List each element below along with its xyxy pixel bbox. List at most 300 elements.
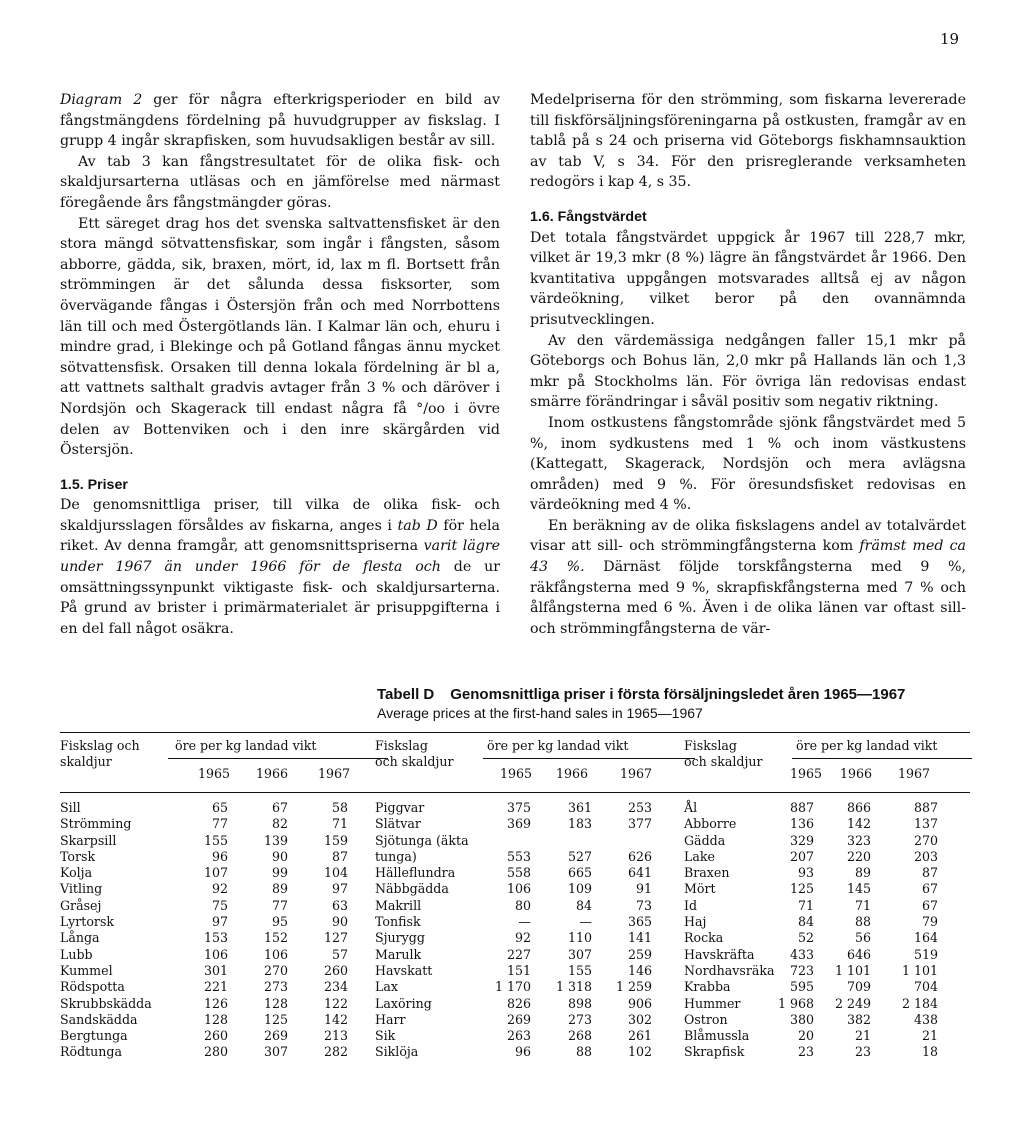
table-row [375,833,675,849]
price-cell: 221 [203,979,228,995]
price-cell: 146 [627,962,652,978]
price-cell: 301 [203,962,228,978]
species-cell: Nordhavsräka [684,962,775,978]
species-cell: Mört [684,881,716,897]
paragraph-tab3: Av tab 3 kan fångstresultatet för de olika fisk- och skaldjursarterna utläsas och en jämförelse med närmast föregående års fångstmängder göras. [60,153,500,211]
price-cell: 253 [627,800,652,815]
year-column-header: 1965 [499,766,532,781]
species-cell: Torsk [60,848,96,864]
price-cell: 20 [797,1028,814,1044]
header-divider [792,758,972,759]
species-cell: Id [684,897,698,913]
species-header-line: skaldjur [60,754,112,769]
price-cell: 159 [323,832,348,848]
section-heading-fangstvardet [530,207,966,228]
species-cell: Kummel [60,962,113,978]
table-row [375,930,675,946]
table-row [684,833,984,849]
year-column-header: 1966 [255,766,288,781]
species-header-line: och skaldjur [684,754,763,769]
species-column-header [375,738,453,770]
species-cell: Strömming [60,816,132,832]
price-cell: 104 [323,865,348,881]
unit-column-header: öre per kg landad vikt [175,738,317,753]
price-cell: — [518,914,531,930]
table-row [684,881,984,897]
species-cell: Sill [60,800,81,815]
table-title: Genomsnittliga priser i första försäljningsledet åren 1965—1967 [450,686,906,703]
section-number: 1.6. [530,208,554,225]
species-cell: Kolja [60,865,93,881]
header-divider [168,758,388,759]
table-row [375,1012,675,1028]
species-cell: Bergtunga [60,1028,128,1044]
price-cell: 87 [921,865,938,881]
table-row [60,1012,360,1028]
table-row [684,898,984,914]
price-cell: 268 [567,1028,592,1044]
price-cell: 365 [627,914,652,930]
price-cell: 1 968 [777,995,814,1011]
table-row [60,1028,360,1044]
species-header-line: och skaldjur [375,754,454,769]
price-cell: 139 [263,832,288,848]
price-cell: 377 [627,816,652,832]
price-cell: 527 [567,848,592,864]
table-row [60,849,360,865]
price-cell: 106 [506,881,531,897]
price-cell: 71 [797,897,814,913]
table-row [60,800,360,816]
species-cell: Lubb [60,946,93,962]
table-row [375,1028,675,1044]
price-cell: 220 [846,848,871,864]
price-cell: 73 [635,897,652,913]
price-cell: 260 [203,1028,228,1044]
species-cell: Abborre [684,816,737,832]
species-cell: Hälleflundra [375,865,456,881]
table-row [375,996,675,1012]
paragraph-total-value: Det totala fångstvärdet uppgick år 1967 till 228,7 mkr, vilket är 19,3 mkr (8 %) lägre än fångstvärdet år 1966. Den kvantitativa uppgången motsvarades alltså ej av någon värdeökning, vilket beror på den ovannämnda prisutvecklingen. [530,229,966,328]
table-row [60,963,360,979]
right-column [530,90,966,639]
table-group-header [684,738,984,796]
species-cell: Sjurygg [375,930,425,946]
price-cell: 52 [797,930,814,946]
price-cell: 273 [263,979,288,995]
price-cell: 329 [789,832,814,848]
price-cell: 1 101 [834,962,871,978]
paragraph-text: De genomsnittliga priser, till vilka de olika fisk- och skaldjursslagen försåldes av fiskarna, anges i [60,497,500,534]
table-row [684,816,984,832]
price-cell: 1 318 [555,979,592,995]
species-header-line: Fiskslag [684,738,737,753]
price-cell: 88 [575,1044,592,1060]
table-row [60,979,360,995]
table-row [60,996,360,1012]
species-cell: Gädda [684,832,726,848]
price-cell: 183 [567,816,592,832]
table-row [375,881,675,897]
table-row [60,833,360,849]
paragraph-prices [60,495,500,639]
species-cell: Skarpsill [60,832,117,848]
price-cell: 96 [514,1044,531,1060]
species-cell: Harr [375,1011,406,1027]
species-cell: Sandskädda [60,1011,138,1027]
price-cell: 92 [514,930,531,946]
table-group-header [60,738,360,796]
price-cell: 270 [263,962,288,978]
price-cell: 67 [271,800,288,815]
price-cell: 438 [913,1011,938,1027]
price-cell: 125 [263,1011,288,1027]
price-cell: 137 [913,816,938,832]
species-cell: Hummer [684,995,741,1011]
table-ref: tab D [397,517,438,534]
price-cell: 307 [263,1044,288,1060]
price-cell: 77 [271,897,288,913]
price-cell: 67 [921,881,938,897]
table-top-rule [60,732,970,733]
price-cell: 110 [567,930,592,946]
price-cell: 382 [846,1011,871,1027]
price-cell: 90 [271,848,288,864]
price-cell: 723 [789,962,814,978]
paragraph-text: de ur omsättningssynpunkt viktigaste fisk- och skaldjursarterna. På grund av brister i primärmaterialet är prisuppgifterna i en del fall något osäkra. [60,559,501,637]
price-cell: 77 [211,816,228,832]
table-row [375,947,675,963]
year-column-header: 1967 [897,766,930,781]
emphasis-text: varit lägre under 1967 än under 1966 för de flesta och [60,538,500,576]
price-cell: 595 [789,979,814,995]
price-cell: 269 [263,1028,288,1044]
price-cell: 558 [506,865,531,881]
paragraph-freshwater: Ett säreget drag hos det svenska saltvattensfisket är den stora mängd sötvattensfiskar, som ingår i fångsten, såsom abborre, gädda, sik, braxen, mört, id, lax m fl. Bortsett från strömmingen är det sålunda dessa fisksorter, som övervägande fångas i Östersjön från och med Norrbottens län till och med Östergötlands län. I Kalmar län och, ehuru i mindre grad, i Blekinge och på Gotland fångas ännu mycket sötvattensfisk. Orsaken till denna lokala fördelning är bl a, att vattnets salthalt gradvis avtager från 3 % och däröver i Nordsjön och Skagerack till endast några få °/oo i övre delen av Bottenviken och i den inre skärgården vid Östersjön. [60,215,500,459]
table-rows [684,800,984,1061]
price-cell: 109 [567,881,592,897]
table-row [375,963,675,979]
species-cell: Sjötunga (äkta [375,832,469,848]
price-cell: 89 [271,881,288,897]
table-row [684,996,984,1012]
species-cell: Rödtunga [60,1044,122,1060]
species-cell: Näbbgädda [375,881,449,897]
species-cell: Vitling [60,881,103,897]
price-cell: 128 [263,995,288,1011]
species-cell: Piggvar [375,800,425,815]
table-row [375,914,675,930]
price-cell: 84 [575,897,592,913]
price-cell: 87 [331,848,348,864]
price-cell: 106 [263,946,288,962]
species-cell: Gråsej [60,897,102,913]
year-column-header: 1967 [317,766,350,781]
price-cell: 263 [506,1028,531,1044]
section-title: Fångstvärdet [557,208,647,225]
diagram-ref: Diagram 2 [60,92,143,108]
price-cell: 375 [506,800,531,815]
price-cell: 1 259 [615,979,652,995]
price-cell: 2 249 [834,995,871,1011]
price-cell: 18 [921,1044,938,1060]
species-cell: Lax [375,979,398,995]
price-cell: 63 [331,897,348,913]
price-cell: 128 [203,1011,228,1027]
price-cell: 213 [323,1028,348,1044]
price-cell: 369 [506,816,531,832]
table-rows [375,800,675,1061]
section-title: Priser [87,476,128,493]
price-cell: — [579,914,592,930]
price-cell: 641 [627,865,652,881]
price-cell: 89 [854,865,871,881]
year-column-header: 1965 [789,766,822,781]
price-cell: 2 184 [901,995,938,1011]
price-cell: 107 [203,865,228,881]
table-row [60,930,360,946]
table-row [60,881,360,897]
price-cell: 21 [854,1028,871,1044]
species-cell: Lake [684,848,715,864]
price-cell: 142 [323,1011,348,1027]
price-cell: 136 [789,816,814,832]
species-cell: Ostron [684,1011,728,1027]
price-cell: 826 [506,995,531,1011]
species-cell: Långa [60,930,100,946]
table-row [375,898,675,914]
species-cell: Haj [684,914,707,930]
left-column [60,90,500,639]
price-cell: 56 [854,930,871,946]
species-column-header [60,738,140,770]
table-row [684,1012,984,1028]
species-header-line: Fiskslag [375,738,428,753]
table-row [684,963,984,979]
price-cell: 57 [331,946,348,962]
species-cell: Tonfisk [375,914,421,930]
emphasis-text: främst med ca 43 %. [530,538,966,576]
species-cell: Sik [375,1028,396,1044]
unit-column-header: öre per kg landad vikt [796,738,938,753]
price-cell: 887 [789,800,814,815]
paragraph-text: för hela riket. Av denna framgår, att genomsnittspriserna [60,517,500,555]
price-cell: 82 [271,816,288,832]
price-cell: 282 [323,1044,348,1060]
price-cell: 99 [271,865,288,881]
table-row [60,865,360,881]
year-column-header: 1966 [555,766,588,781]
price-cell: 207 [789,848,814,864]
price-cell: 21 [921,1028,938,1044]
price-cell: 127 [323,930,348,946]
species-cell: Blåmussla [684,1028,750,1044]
table-subtitle: Average prices at the first-hand sales in 1965—1967 [377,705,703,721]
paragraph-diagram [60,90,500,152]
table-rows [60,800,360,1061]
price-cell: 142 [846,816,871,832]
table-group [684,738,984,1060]
table-group-header [375,738,675,796]
price-cell: 93 [797,865,814,881]
species-cell: Havskatt [375,962,433,978]
price-cell: 646 [846,946,871,962]
price-cell: 164 [913,930,938,946]
price-cell: 153 [203,930,228,946]
paragraph-regions: Inom ostkustens fångstområde sjönk fångstvärdet med 5 %, inom sydkustens med 1 % och inom västkustens (Kattegatt, Skagerack, Nordsjön och mera avlägsna områden) med 9 %. För öresundsfisket redovisas en värdeökning med 4 %. [530,414,966,514]
table-row [684,800,984,816]
price-cell: 96 [211,848,228,864]
price-cell: 90 [331,914,348,930]
section-number: 1.5. [60,476,84,493]
table-row [684,1028,984,1044]
table-caption [377,686,977,721]
paragraph-shares [530,516,966,640]
price-cell: 102 [627,1044,652,1060]
price-cell: 273 [567,1011,592,1027]
paragraph-text: Därnäst följde torskfångsterna med 9 %, räkfångsterna med 9 %, skrapfiskfångsterna med 7 % och ålfångsterna med 6 %. Även i de olika länen var oftast sill- och strömmingfångsterna de vär- [530,559,966,637]
table-label: Tabell D [377,686,435,703]
price-cell: 65 [211,800,228,815]
price-cell: 227 [506,946,531,962]
table-row [375,979,675,995]
price-cell: 92 [211,881,228,897]
price-cell: 887 [913,800,938,815]
price-cell: 67 [921,897,938,913]
price-cell: 519 [913,946,938,962]
table-row [60,947,360,963]
species-cell: Braxen [684,865,730,881]
price-cell: 122 [323,995,348,1011]
price-cell: 906 [627,995,652,1011]
table-row [684,865,984,881]
species-cell: Laxöring [375,995,432,1011]
table-row [684,849,984,865]
table-row [375,865,675,881]
price-cell: 80 [514,897,531,913]
table-row [684,979,984,995]
table-row [375,1044,675,1060]
species-cell: Slätvar [375,816,421,832]
price-cell: 203 [913,848,938,864]
price-cell: 141 [627,930,652,946]
price-cell: 361 [567,800,592,815]
price-cell: 553 [506,848,531,864]
price-cell: 626 [627,848,652,864]
species-cell: tunga) [375,848,417,864]
species-cell: Siklöja [375,1044,419,1060]
paragraph-decline: Av den värdemässiga nedgången faller 15,1 mkr på Göteborgs och Bohus län, 2,0 mkr på Hallands län och 1,3 mkr på Stockholms län. För övriga län redovisas endast smärre förändringar i såväl positiv som negativ riktning. [530,332,966,411]
table-row [60,816,360,832]
species-cell: Marulk [375,946,422,962]
price-cell: 126 [203,995,228,1011]
price-cell: 145 [846,881,871,897]
price-cell: 155 [203,832,228,848]
table-row [375,800,675,816]
table-row [375,849,675,865]
table-title-line [377,686,977,703]
price-cell: 302 [627,1011,652,1027]
year-column-header: 1965 [197,766,230,781]
price-cell: 91 [635,881,652,897]
table-row [684,947,984,963]
price-cell: 1 101 [901,962,938,978]
species-cell: Ål [684,800,698,815]
price-cell: 261 [627,1028,652,1044]
price-cell: 433 [789,946,814,962]
price-cell: 97 [211,914,228,930]
table-row [684,1044,984,1060]
species-cell: Rocka [684,930,724,946]
price-cell: 234 [323,979,348,995]
price-cell: 106 [203,946,228,962]
price-cell: 58 [331,800,348,815]
price-cell: 79 [921,914,938,930]
species-cell: Rödspotta [60,979,125,995]
price-cell: 704 [913,979,938,995]
table-row [60,898,360,914]
paragraph-medelpriser: Medelpriserna för den strömming, som fiskarna levererade till fiskförsäljningsföreningarna på ostkusten, framgår av en tablå på s 24 och priserna vid Göteborgs fiskhamnsauktion av tab V, s 34. För den prisreglerande verksamheten redogörs i kap 4, s 35. [530,92,966,191]
species-cell: Skrapfisk [684,1044,745,1060]
unit-column-header: öre per kg landad vikt [487,738,629,753]
table-row [375,816,675,832]
price-cell: 71 [331,816,348,832]
species-cell: Lyrtorsk [60,914,115,930]
year-column-header: 1966 [839,766,872,781]
price-cell: 155 [567,962,592,978]
price-cell: 75 [211,897,228,913]
table-group [60,738,360,1060]
price-cell: 307 [567,946,592,962]
table-row [684,930,984,946]
species-column-header [684,738,762,770]
table-row [60,914,360,930]
price-cell: 23 [854,1044,871,1060]
price-cell: 898 [567,995,592,1011]
paragraph-text: En beräkning av de olika fiskslagens andel av totalvärdet visar att sill- och strömmingfångsterna kom [530,517,966,555]
price-cell: 260 [323,962,348,978]
price-cell: 380 [789,1011,814,1027]
year-column-header: 1967 [619,766,652,781]
price-cell: 152 [263,930,288,946]
price-cell: 866 [846,800,871,815]
price-cell: 665 [567,865,592,881]
price-cell: 71 [854,897,871,913]
price-cell: 23 [797,1044,814,1060]
price-cell: 88 [854,914,871,930]
species-cell: Makrill [375,897,422,913]
section-heading-priser [60,475,500,496]
price-cell: 270 [913,832,938,848]
species-cell: Skrubbskädda [60,995,152,1011]
price-cell: 1 170 [494,979,531,995]
page-number: 19 [940,30,960,48]
price-cell: 709 [846,979,871,995]
species-cell: Krabba [684,979,731,995]
price-cell: 84 [797,914,814,930]
header-divider [483,758,695,759]
paragraph-text: ger för några efterkrigsperioder en bild av fångstmängdens fördelning på huvudgrupper av fiskslag. I grupp 4 ingår skrapfisken, som huvudsakligen består av sill. [60,92,500,150]
species-header-line: Fiskslag och [60,738,140,753]
table-row [60,1044,360,1060]
price-cell: 125 [789,881,814,897]
price-cell: 151 [506,962,531,978]
price-cell: 95 [271,914,288,930]
table-group [375,738,675,1060]
species-cell: Havskräfta [684,946,755,962]
price-cell: 323 [846,832,871,848]
price-cell: 269 [506,1011,531,1027]
